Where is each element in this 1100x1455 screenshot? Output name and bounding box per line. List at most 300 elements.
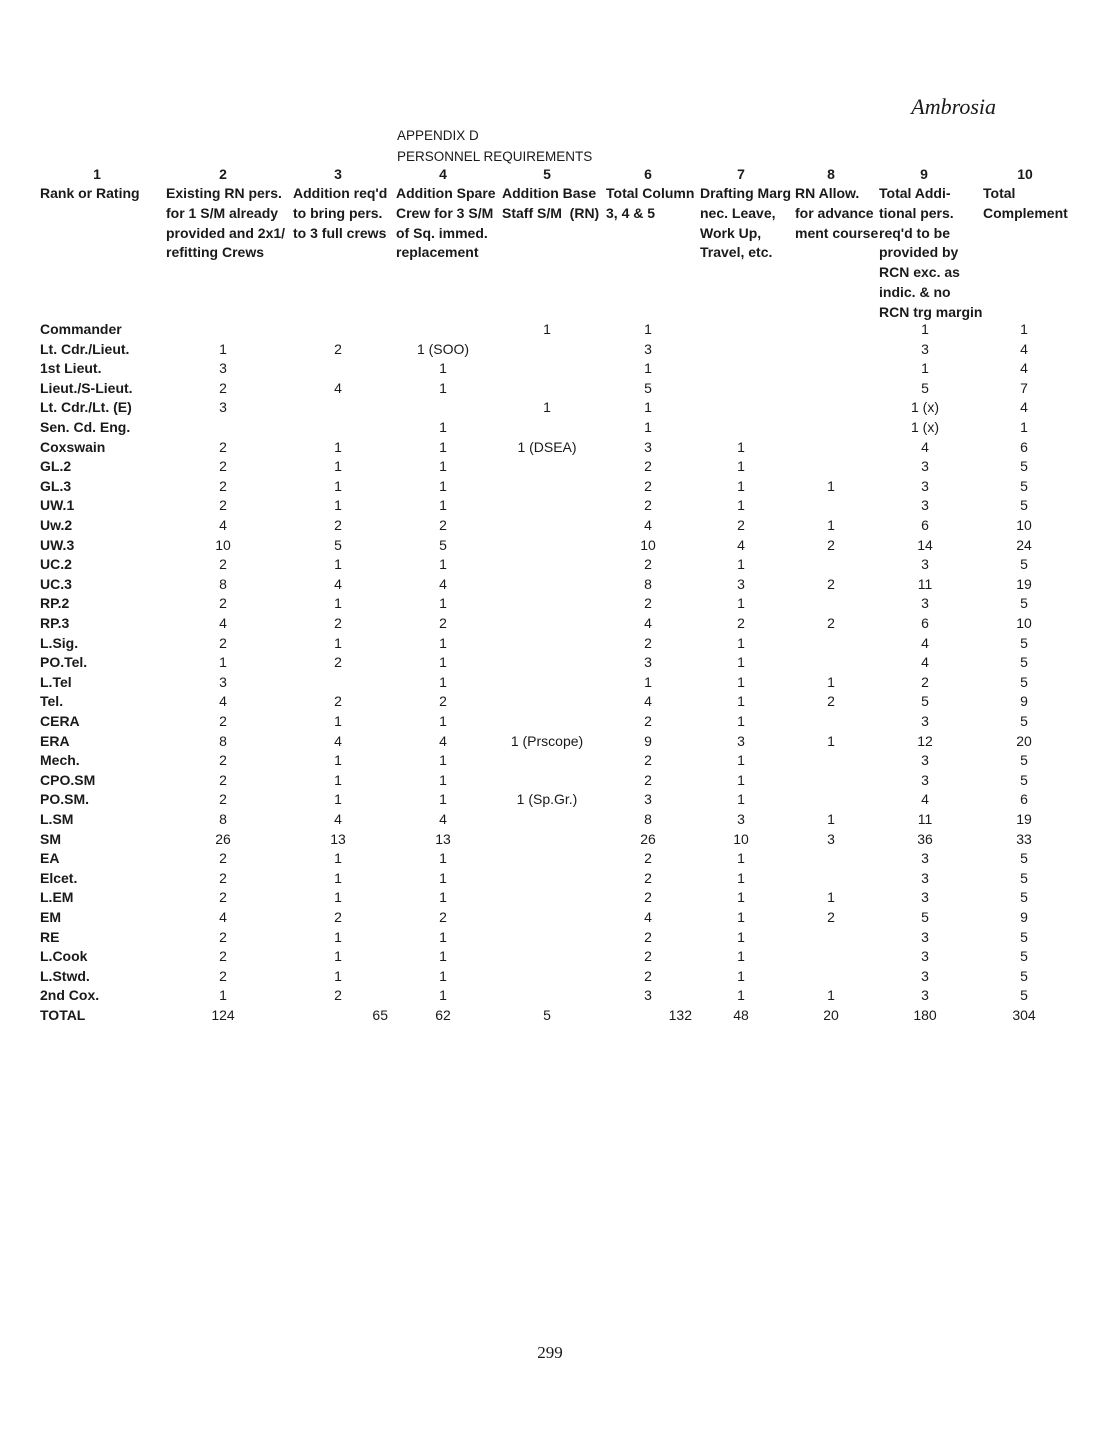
table-row — [0, 713, 1100, 733]
cell-col-8: 1 — [827, 987, 835, 1004]
cell-col-3: 13 — [330, 830, 346, 847]
cell-col-3: 1 — [334, 948, 342, 965]
cell-col-5: 5 — [543, 1007, 551, 1023]
cell-col-4: 2 — [439, 909, 447, 925]
cell-col-7: 1 — [737, 928, 745, 945]
cell-col-10: 7 — [1020, 379, 1028, 396]
cell-col-9: 3 — [921, 458, 929, 475]
cell-col-4: 1 — [439, 948, 447, 965]
cell-col-10: 5 — [1020, 477, 1028, 494]
column-header-6: Total Column 3, 4 & 5 — [606, 185, 695, 221]
table-row — [0, 635, 1100, 655]
cell-col-9: 3 — [921, 948, 929, 965]
cell-col-10: 1 — [1020, 419, 1028, 435]
cell-col-8: 2 — [827, 693, 835, 710]
cell-col-7: 3 — [737, 575, 745, 592]
cell-col-4: 1 — [439, 419, 447, 435]
cell-col-2: 3 — [219, 360, 227, 377]
table-row — [0, 595, 1100, 615]
cell-col-9: 3 — [921, 497, 929, 514]
rank-cell: UW.1 — [40, 497, 75, 514]
cell-col-9: 3 — [921, 928, 929, 945]
cell-col-9: 4 — [921, 634, 929, 651]
rank-cell: L.Tel — [40, 673, 72, 690]
cell-col-6: 2 — [644, 497, 652, 514]
cell-col-10: 4 — [1020, 340, 1028, 357]
cell-col-2: 2 — [219, 634, 227, 651]
cell-col-7: 1 — [737, 967, 745, 984]
table-row — [0, 439, 1100, 459]
table-row — [0, 831, 1100, 851]
cell-col-2: 8 — [219, 811, 227, 827]
cell-col-10: 9 — [1020, 693, 1028, 710]
table-row — [0, 674, 1100, 694]
cell-col-6: 3 — [644, 438, 652, 455]
cell-col-9: 1 (x) — [911, 399, 939, 416]
cell-col-10: 5 — [1020, 713, 1028, 729]
cell-col-6: 4 — [644, 615, 652, 631]
table-row — [0, 321, 1100, 341]
column-numbers — [0, 166, 1100, 186]
cell-col-4: 1 — [439, 752, 447, 769]
cell-col-7: 1 — [737, 556, 745, 573]
cell-col-3: 2 — [334, 615, 342, 631]
cell-col-4: 1 — [439, 497, 447, 514]
rank-cell: Sen. Cd. Eng. — [40, 419, 131, 435]
cell-col-6: 1 — [644, 399, 652, 416]
cell-col-2: 2 — [219, 438, 227, 455]
cell-col-9: 3 — [921, 771, 929, 788]
cell-col-4: 4 — [439, 811, 447, 827]
cell-col-4: 4 — [439, 732, 447, 749]
column-number-9: 9 — [920, 166, 928, 182]
rank-cell: Elcet. — [40, 869, 78, 886]
table-row — [0, 870, 1100, 890]
cell-col-6: 2 — [644, 928, 652, 945]
cell-col-4: 62 — [435, 1007, 451, 1023]
cell-col-9: 3 — [921, 869, 929, 886]
cell-col-3: 2 — [334, 909, 342, 925]
appendix-subtitle: PERSONNEL REQUIREMENTS — [397, 149, 593, 164]
cell-col-9: 11 — [917, 811, 933, 827]
rank-cell: 1st Lieut. — [40, 360, 102, 377]
cell-col-2: 2 — [219, 379, 227, 396]
cell-col-3: 1 — [334, 477, 342, 494]
cell-col-6: 2 — [644, 634, 652, 651]
cell-col-7: 1 — [737, 889, 745, 906]
cell-col-3: 4 — [334, 379, 342, 396]
rank-cell: Lieut./S-Lieut. — [40, 379, 133, 396]
rank-cell: PO.SM. — [40, 791, 90, 808]
cell-col-6: 1 — [644, 360, 652, 377]
cell-col-9: 3 — [921, 595, 929, 612]
column-number-5: 5 — [543, 166, 551, 182]
cell-col-6: 2 — [644, 889, 652, 906]
cell-col-2: 2 — [219, 889, 227, 906]
table-row — [0, 752, 1100, 772]
cell-col-2: 8 — [219, 575, 227, 592]
cell-col-9: 4 — [921, 438, 929, 455]
cell-col-8: 2 — [827, 536, 835, 553]
column-header-1: Rank or Rating — [40, 185, 140, 201]
cell-col-4: 1 — [439, 967, 447, 984]
cell-col-9: 5 — [921, 379, 929, 396]
cell-col-4: 1 — [439, 850, 447, 867]
cell-col-10: 304 — [1012, 1007, 1036, 1023]
cell-col-2: 2 — [219, 497, 227, 514]
cell-col-10: 20 — [1016, 732, 1032, 749]
cell-col-9: 36 — [917, 830, 933, 847]
cell-col-8: 1 — [827, 732, 835, 749]
rank-cell: UC.2 — [40, 556, 72, 573]
column-header-7: Drafting Marg nec. Leave, Work Up, Travel, etc. — [700, 185, 791, 261]
cell-col-7: 1 — [737, 948, 745, 965]
cell-col-10: 6 — [1020, 791, 1028, 808]
cell-col-8: 1 — [827, 477, 835, 494]
cell-col-3: 65 — [372, 1007, 388, 1023]
cell-col-8: 1 — [827, 673, 835, 690]
cell-col-9: 180 — [913, 1007, 937, 1023]
cell-col-3: 1 — [334, 438, 342, 455]
cell-col-4: 1 — [439, 634, 447, 651]
table-row — [0, 478, 1100, 498]
cell-col-7: 1 — [737, 713, 745, 729]
rank-cell: L.Cook — [40, 948, 88, 965]
cell-col-4: 1 — [439, 869, 447, 886]
cell-col-8: 1 — [827, 811, 835, 827]
cell-col-2: 10 — [215, 536, 231, 553]
cell-col-10: 19 — [1016, 811, 1032, 827]
cell-col-4: 1 — [439, 771, 447, 788]
column-header-2: Existing RN pers. for 1 S/M already provided and 2x1/ refitting Crews — [166, 185, 286, 261]
cell-col-7: 3 — [737, 732, 745, 749]
cell-col-5: 1 (DSEA) — [517, 438, 577, 455]
rank-cell: RE — [40, 928, 60, 945]
cell-col-2: 1 — [219, 987, 227, 1004]
column-number-8: 8 — [827, 166, 835, 182]
rank-cell: Lt. Cdr./Lieut. — [40, 340, 130, 357]
cell-col-7: 1 — [737, 869, 745, 886]
cell-col-7: 1 — [737, 634, 745, 651]
cell-col-2: 3 — [219, 673, 227, 690]
cell-col-6: 5 — [644, 379, 652, 396]
cell-col-2: 4 — [219, 615, 227, 631]
rank-cell: Uw.2 — [40, 517, 73, 533]
cell-col-4: 1 — [439, 987, 447, 1004]
cell-col-9: 3 — [921, 340, 929, 357]
table-row — [0, 537, 1100, 557]
cell-col-3: 4 — [334, 732, 342, 749]
table-row — [0, 889, 1100, 909]
cell-col-10: 4 — [1020, 399, 1028, 416]
cell-col-3: 1 — [334, 752, 342, 769]
cell-col-4: 1 — [439, 438, 447, 455]
cell-col-2: 2 — [219, 791, 227, 808]
cell-col-4: 2 — [439, 517, 447, 533]
cell-col-7: 1 — [737, 987, 745, 1004]
cell-col-10: 5 — [1020, 458, 1028, 475]
table-row — [0, 360, 1100, 380]
table-row — [0, 929, 1100, 949]
cell-col-9: 3 — [921, 987, 929, 1004]
cell-col-6: 2 — [644, 771, 652, 788]
cell-col-10: 5 — [1020, 654, 1028, 671]
table-row — [0, 733, 1100, 753]
cell-col-10: 5 — [1020, 967, 1028, 984]
table-row — [0, 380, 1100, 400]
cell-col-7: 2 — [737, 615, 745, 631]
cell-col-8: 20 — [823, 1007, 839, 1023]
cell-col-2: 4 — [219, 909, 227, 925]
cell-col-6: 3 — [644, 987, 652, 1004]
cell-col-10: 5 — [1020, 771, 1028, 788]
column-number-10: 10 — [1017, 166, 1033, 182]
cell-col-3: 1 — [334, 771, 342, 788]
table-row — [0, 850, 1100, 870]
rank-cell: Coxswain — [40, 438, 106, 455]
rank-cell: 2nd Cox. — [40, 987, 100, 1004]
cell-col-9: 3 — [921, 752, 929, 769]
cell-col-6: 2 — [644, 752, 652, 769]
column-header-3: Addition req'd to bring pers. to 3 full crews — [293, 185, 388, 241]
column-header-9: Total Addi- tional pers. req'd to be provided by RCN exc. as indic. & no RCN trg margin — [879, 185, 983, 320]
cell-col-2: 2 — [219, 595, 227, 612]
rank-cell: CPO.SM — [40, 771, 96, 788]
rank-cell: RP.2 — [40, 595, 70, 612]
rank-cell: Mech. — [40, 752, 80, 769]
cell-col-9: 3 — [921, 889, 929, 906]
cell-col-3: 1 — [334, 595, 342, 612]
cell-col-7: 2 — [737, 517, 745, 533]
cell-col-6: 1 — [644, 419, 652, 435]
table-row — [0, 458, 1100, 478]
cell-col-2: 8 — [219, 732, 227, 749]
cell-col-10: 5 — [1020, 928, 1028, 945]
cell-col-9: 12 — [917, 732, 933, 749]
cell-col-7: 3 — [737, 811, 745, 827]
cell-col-4: 1 — [439, 889, 447, 906]
cell-col-10: 10 — [1016, 615, 1032, 631]
table-row — [0, 556, 1100, 576]
cell-col-4: 1 — [439, 654, 447, 671]
cell-col-2: 1 — [219, 340, 227, 357]
cell-col-4: 1 — [439, 673, 447, 690]
cell-col-2: 2 — [219, 967, 227, 984]
cell-col-3: 2 — [334, 987, 342, 1004]
cell-col-3: 1 — [334, 458, 342, 475]
rank-cell: PO.Tel. — [40, 654, 88, 671]
column-number-3: 3 — [334, 166, 342, 182]
cell-col-10: 5 — [1020, 556, 1028, 573]
cell-col-9: 5 — [921, 909, 929, 925]
rank-cell: L.SM — [40, 811, 74, 827]
cell-col-9: 14 — [917, 536, 933, 553]
cell-col-7: 1 — [737, 595, 745, 612]
cell-col-9: 2 — [921, 673, 929, 690]
rank-cell: EA — [40, 850, 60, 867]
cell-col-9: 1 — [921, 321, 929, 337]
cell-col-8: 1 — [827, 517, 835, 533]
table-row — [0, 341, 1100, 361]
table-row — [0, 693, 1100, 713]
column-header-10: Total Complement — [983, 185, 1068, 221]
cell-col-9: 4 — [921, 654, 929, 671]
cell-col-6: 2 — [644, 967, 652, 984]
running-head: Ambrosia — [911, 94, 996, 119]
appendix-heading — [397, 125, 592, 167]
table-row — [0, 399, 1100, 419]
cell-col-2: 124 — [211, 1007, 235, 1023]
table-row — [0, 909, 1100, 929]
cell-col-2: 4 — [219, 693, 227, 710]
cell-col-5: 1 — [543, 399, 551, 416]
table-row — [0, 654, 1100, 674]
cell-col-3: 1 — [334, 967, 342, 984]
cell-col-6: 4 — [644, 517, 652, 533]
table-row — [0, 968, 1100, 988]
rank-cell: Tel. — [40, 693, 64, 710]
cell-col-4: 1 — [439, 928, 447, 945]
cell-col-10: 5 — [1020, 948, 1028, 965]
rank-cell: UC.3 — [40, 575, 72, 592]
cell-col-4: 13 — [435, 830, 451, 847]
cell-col-2: 2 — [219, 477, 227, 494]
column-number-2: 2 — [219, 166, 227, 182]
table-row — [0, 576, 1100, 596]
cell-col-5: 1 (Sp.Gr.) — [516, 791, 578, 808]
cell-col-8: 1 — [827, 889, 835, 906]
cell-col-5: 1 (Prscope) — [510, 732, 584, 749]
cell-col-10: 19 — [1016, 575, 1032, 592]
cell-col-6: 8 — [644, 575, 652, 592]
cell-col-6: 4 — [644, 693, 652, 710]
cell-col-6: 9 — [644, 732, 652, 749]
cell-col-9: 11 — [917, 575, 933, 592]
cell-col-6: 2 — [644, 477, 652, 494]
cell-col-10: 5 — [1020, 497, 1028, 514]
cell-col-7: 1 — [737, 458, 745, 475]
cell-col-3: 1 — [334, 634, 342, 651]
cell-col-3: 2 — [334, 340, 342, 357]
cell-col-2: 26 — [215, 830, 231, 847]
cell-col-10: 33 — [1016, 830, 1032, 847]
table-row — [0, 497, 1100, 517]
cell-col-3: 1 — [334, 889, 342, 906]
cell-col-3: 1 — [334, 869, 342, 886]
cell-col-4: 1 — [439, 595, 447, 612]
cell-col-10: 5 — [1020, 987, 1028, 1004]
cell-col-10: 9 — [1020, 909, 1028, 925]
cell-col-3: 1 — [334, 850, 342, 867]
cell-col-9: 1 — [921, 360, 929, 377]
cell-col-3: 1 — [334, 556, 342, 573]
page-number: 299 — [537, 1343, 563, 1362]
table-row — [0, 419, 1100, 439]
cell-col-7: 1 — [737, 791, 745, 808]
cell-col-6: 2 — [644, 948, 652, 965]
cell-col-2: 2 — [219, 752, 227, 769]
cell-col-6: 2 — [644, 458, 652, 475]
cell-col-4: 1 — [439, 556, 447, 573]
cell-col-4: 5 — [439, 536, 447, 553]
rank-cell: GL.2 — [40, 458, 72, 475]
table-row — [0, 811, 1100, 831]
rank-cell: SM — [40, 830, 61, 847]
cell-col-2: 1 — [219, 654, 227, 671]
cell-col-9: 3 — [921, 477, 929, 494]
rank-cell: RP.3 — [40, 615, 70, 631]
cell-col-9: 5 — [921, 693, 929, 710]
cell-col-6: 2 — [644, 556, 652, 573]
cell-col-3: 1 — [334, 713, 342, 729]
appendix-title: APPENDIX D — [397, 128, 479, 143]
cell-col-7: 1 — [737, 438, 745, 455]
cell-col-7: 10 — [733, 830, 749, 847]
cell-col-7: 1 — [737, 693, 745, 710]
rank-cell: CERA — [40, 713, 80, 729]
cell-col-2: 2 — [219, 556, 227, 573]
cell-col-3: 2 — [334, 654, 342, 671]
table-row — [0, 987, 1100, 1007]
cell-col-6: 2 — [644, 595, 652, 612]
rank-cell: GL.3 — [40, 477, 72, 494]
cell-col-4: 1 (SOO) — [416, 340, 470, 357]
cell-col-2: 2 — [219, 948, 227, 965]
cell-col-9: 6 — [921, 615, 929, 631]
cell-col-7: 1 — [737, 477, 745, 494]
cell-col-8: 3 — [827, 830, 835, 847]
cell-col-6: 3 — [644, 654, 652, 671]
rank-cell: TOTAL — [40, 1007, 86, 1023]
column-number-7: 7 — [737, 166, 745, 182]
cell-col-6: 1 — [644, 321, 652, 337]
cell-col-10: 5 — [1020, 634, 1028, 651]
cell-col-6: 2 — [644, 850, 652, 867]
cell-col-7: 1 — [737, 654, 745, 671]
cell-col-2: 2 — [219, 928, 227, 945]
cell-col-4: 1 — [439, 713, 447, 729]
cell-col-7: 48 — [733, 1007, 749, 1023]
cell-col-2: 2 — [219, 869, 227, 886]
cell-col-6: 3 — [644, 791, 652, 808]
table-row — [0, 517, 1100, 537]
cell-col-3: 4 — [334, 575, 342, 592]
cell-col-10: 6 — [1020, 438, 1028, 455]
rank-cell: L.Stwd. — [40, 967, 90, 984]
cell-col-4: 1 — [439, 379, 447, 396]
rank-cell: Commander — [40, 321, 122, 337]
cell-col-9: 1 (x) — [911, 419, 939, 435]
cell-col-2: 2 — [219, 771, 227, 788]
column-header-5: Addition Base Staff S/M (RN) — [502, 185, 600, 221]
cell-col-4: 1 — [439, 360, 447, 377]
cell-col-6: 4 — [644, 909, 652, 925]
cell-col-8: 2 — [827, 615, 835, 631]
cell-col-6: 2 — [644, 713, 652, 729]
cell-col-10: 10 — [1016, 517, 1032, 533]
cell-col-7: 1 — [737, 771, 745, 788]
cell-col-10: 5 — [1020, 850, 1028, 867]
cell-col-8: 2 — [827, 909, 835, 925]
rank-cell: ERA — [40, 732, 70, 749]
cell-col-3: 5 — [334, 536, 342, 553]
cell-col-4: 2 — [439, 615, 447, 631]
cell-col-6: 8 — [644, 811, 652, 827]
cell-col-2: 3 — [219, 399, 227, 416]
column-number-1: 1 — [93, 166, 101, 182]
cell-col-3: 4 — [334, 811, 342, 827]
rank-cell: L.Sig. — [40, 634, 79, 651]
